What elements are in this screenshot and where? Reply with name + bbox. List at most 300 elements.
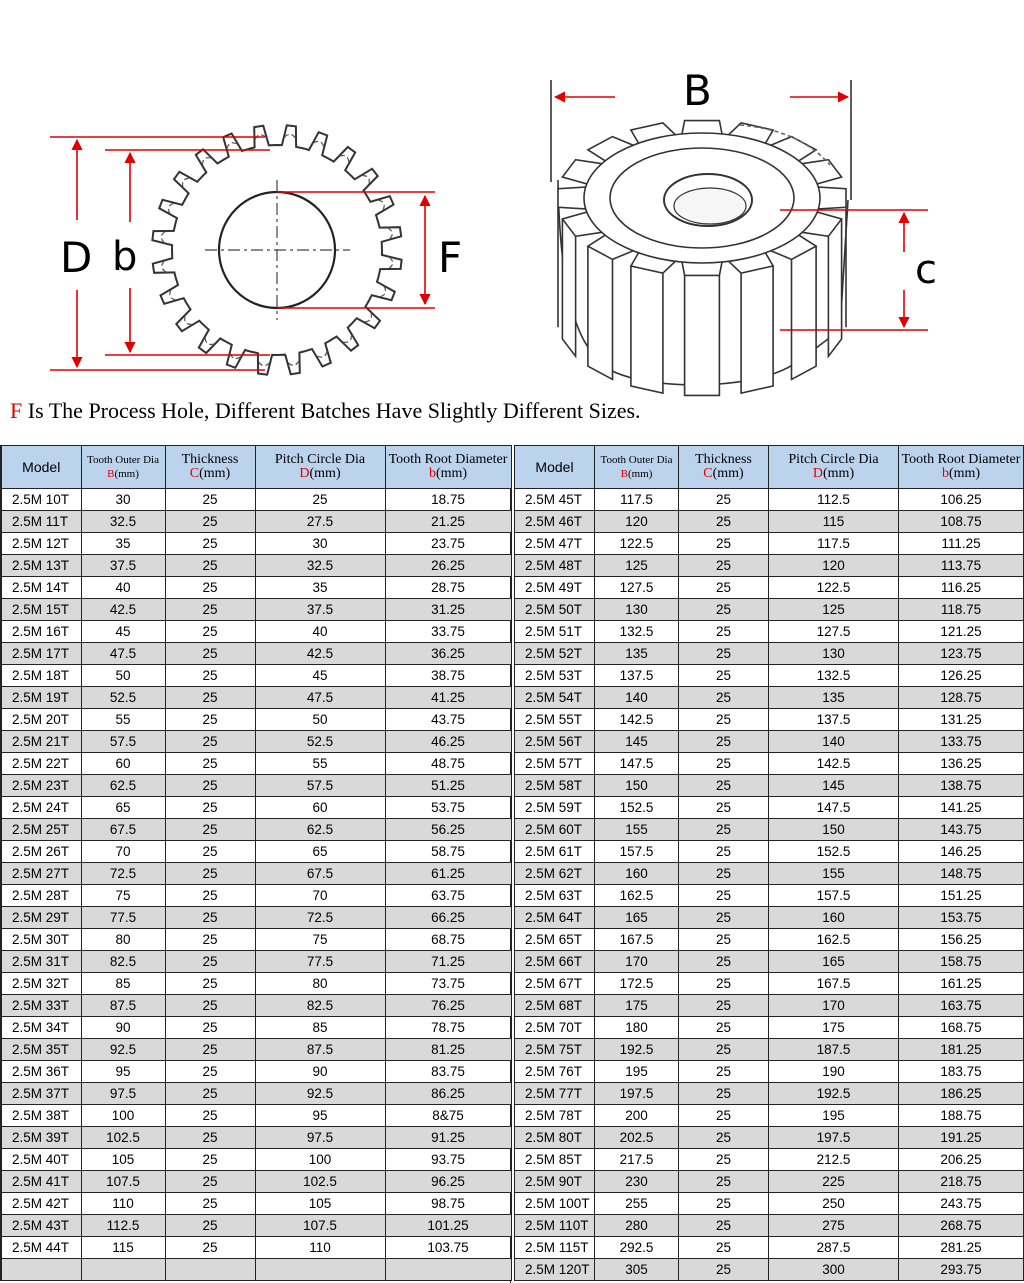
value-cell: 25: [679, 1039, 769, 1061]
value-cell: 32.5: [81, 511, 165, 533]
value-cell: 72.5: [255, 907, 385, 929]
value-cell: 140: [595, 687, 679, 709]
value-cell: 165: [769, 951, 899, 973]
value-cell: 122.5: [595, 533, 679, 555]
value-cell: 67.5: [255, 863, 385, 885]
model-cell: 2.5M 58T: [515, 775, 595, 797]
value-cell: 75: [255, 929, 385, 951]
model-cell: 2.5M 67T: [515, 973, 595, 995]
value-cell: 25: [165, 995, 255, 1017]
model-cell: 2.5M 35T: [1, 1039, 81, 1061]
header-unit-text: (mm): [309, 466, 341, 481]
table-row: [515, 577, 1024, 599]
value-cell: 106.25: [899, 489, 1024, 511]
value-cell: 85: [255, 1017, 385, 1039]
value-cell: 212.5: [769, 1149, 899, 1171]
value-cell: 25: [679, 599, 769, 621]
header-label: Tooth Outer Dia: [87, 454, 159, 466]
value-cell: 195: [769, 1105, 899, 1127]
value-cell: 25: [679, 907, 769, 929]
value-cell: 25: [165, 819, 255, 841]
value-cell: 25: [165, 1127, 255, 1149]
model-cell: 2.5M 57T: [515, 753, 595, 775]
table-row: [1, 907, 511, 929]
value-cell: 113.75: [899, 555, 1024, 577]
value-cell: 105: [81, 1149, 165, 1171]
value-cell: 25: [679, 1237, 769, 1259]
table-row: [1, 665, 511, 687]
value-cell: 31.25: [385, 599, 511, 621]
model-cell: 2.5M 26T: [1, 841, 81, 863]
value-cell: 218.75: [899, 1171, 1024, 1193]
value-cell: 175: [595, 995, 679, 1017]
value-cell: 86.25: [385, 1083, 511, 1105]
value-cell: 25: [679, 863, 769, 885]
value-cell: 45: [81, 621, 165, 643]
value-cell: 128.75: [899, 687, 1024, 709]
model-cell: 2.5M 21T: [1, 731, 81, 753]
table-row: [515, 1039, 1024, 1061]
table-row: [515, 643, 1024, 665]
table-row: [515, 1083, 1024, 1105]
value-cell: 292.5: [595, 1237, 679, 1259]
table-row: [515, 753, 1024, 775]
value-cell: 118.75: [899, 599, 1024, 621]
table-row: [1, 687, 511, 709]
model-cell: 2.5M 68T: [515, 995, 595, 1017]
model-cell: 2.5M 41T: [1, 1171, 81, 1193]
header-row: [515, 446, 1024, 489]
table-row: [515, 1215, 1024, 1237]
model-cell: 2.5M 53T: [515, 665, 595, 687]
value-cell: 243.75: [899, 1193, 1024, 1215]
value-cell: 102.5: [255, 1171, 385, 1193]
value-cell: 125: [769, 599, 899, 621]
value-cell: 140: [769, 731, 899, 753]
value-cell: 25: [165, 1061, 255, 1083]
table-row: [1, 1149, 511, 1171]
header-label: Tooth Root Diameter: [388, 452, 508, 467]
model-cell: 2.5M 66T: [515, 951, 595, 973]
model-cell: 2.5M 50T: [515, 599, 595, 621]
value-cell: 117.5: [769, 533, 899, 555]
header-symbol: C: [703, 466, 713, 481]
table-row: [515, 863, 1024, 885]
value-cell: 148.75: [899, 863, 1024, 885]
model-cell: 2.5M 39T: [1, 1127, 81, 1149]
value-cell: [385, 1259, 511, 1281]
value-cell: 25: [165, 1215, 255, 1237]
value-cell: 96.25: [385, 1171, 511, 1193]
value-cell: 136.25: [899, 753, 1024, 775]
model-cell: 2.5M 18T: [1, 665, 81, 687]
value-cell: 170: [595, 951, 679, 973]
value-cell: 142.5: [769, 753, 899, 775]
value-cell: 135: [595, 643, 679, 665]
table-row: [515, 555, 1024, 577]
value-cell: 66.25: [385, 907, 511, 929]
value-cell: 147.5: [595, 753, 679, 775]
value-cell: 105: [255, 1193, 385, 1215]
header-label: Pitch Circle Dia: [274, 452, 366, 467]
value-cell: 200: [595, 1105, 679, 1127]
table-row: [1, 1039, 511, 1061]
value-cell: 181.25: [899, 1039, 1024, 1061]
value-cell: 97.5: [255, 1127, 385, 1149]
value-cell: 60: [255, 797, 385, 819]
model-cell: 2.5M 44T: [1, 1237, 81, 1259]
value-cell: 37.5: [81, 555, 165, 577]
value-cell: 57.5: [81, 731, 165, 753]
value-cell: 53.75: [385, 797, 511, 819]
value-cell: 42.5: [255, 643, 385, 665]
value-cell: 111.25: [899, 533, 1024, 555]
value-cell: 145: [769, 775, 899, 797]
header-unit: [166, 467, 255, 481]
value-cell: 25: [679, 973, 769, 995]
value-cell: 155: [769, 863, 899, 885]
column-header: [899, 446, 1024, 489]
value-cell: 75: [81, 885, 165, 907]
gear-diagram: [0, 0, 1024, 440]
value-cell: 25: [679, 951, 769, 973]
value-cell: 25: [255, 489, 385, 511]
value-cell: 25: [165, 863, 255, 885]
value-cell: 25: [165, 775, 255, 797]
value-cell: 78.75: [385, 1017, 511, 1039]
table-row: [1, 709, 511, 731]
value-cell: 275: [769, 1215, 899, 1237]
value-cell: 25: [165, 577, 255, 599]
model-cell: 2.5M 20T: [1, 709, 81, 731]
value-cell: 47.5: [255, 687, 385, 709]
value-cell: 165: [595, 907, 679, 929]
value-cell: 130: [595, 599, 679, 621]
model-cell: 2.5M 45T: [515, 489, 595, 511]
label-B: B: [683, 66, 712, 115]
model-cell: 2.5M 30T: [1, 929, 81, 951]
value-cell: [165, 1259, 255, 1281]
value-cell: 158.75: [899, 951, 1024, 973]
header-unit-text: (mm): [823, 466, 855, 481]
value-cell: 50: [255, 709, 385, 731]
value-cell: 70: [255, 885, 385, 907]
value-cell: 43.75: [385, 709, 511, 731]
value-cell: 97.5: [81, 1083, 165, 1105]
value-cell: 143.75: [899, 819, 1024, 841]
header-symbol: D: [812, 466, 823, 481]
label-c: c: [915, 247, 937, 293]
value-cell: 160: [769, 907, 899, 929]
value-cell: 103.75: [385, 1237, 511, 1259]
column-header: [515, 446, 595, 489]
value-cell: 25: [165, 841, 255, 863]
value-cell: 300: [769, 1259, 899, 1281]
isometric-gear-drawing: [558, 121, 848, 396]
value-cell: 25: [165, 973, 255, 995]
table-row: [515, 907, 1024, 929]
header-symbol: C: [189, 466, 200, 481]
model-cell: 2.5M 29T: [1, 907, 81, 929]
value-cell: 25: [165, 511, 255, 533]
model-cell: 2.5M 64T: [515, 907, 595, 929]
table-row: [515, 951, 1024, 973]
table-row: [1, 1259, 511, 1281]
value-cell: 25: [679, 753, 769, 775]
value-cell: 25: [679, 885, 769, 907]
header-symbol: b: [428, 466, 436, 481]
value-cell: 108.75: [899, 511, 1024, 533]
model-cell: 2.5M 34T: [1, 1017, 81, 1039]
value-cell: 25: [165, 797, 255, 819]
table-row: [1, 753, 511, 775]
model-cell: 2.5M 19T: [1, 687, 81, 709]
value-cell: 125: [595, 555, 679, 577]
table-row: [515, 995, 1024, 1017]
value-cell: 21.25: [385, 511, 511, 533]
note-text: Is The Process Hole, Different Batches Have Slightly Different Sizes.: [22, 398, 641, 423]
model-cell: 2.5M 78T: [515, 1105, 595, 1127]
header-symbol: D: [299, 466, 310, 481]
value-cell: 25: [165, 1083, 255, 1105]
value-cell: 95: [255, 1105, 385, 1127]
value-cell: 112.5: [81, 1215, 165, 1237]
value-cell: 25: [679, 665, 769, 687]
value-cell: 156.25: [899, 929, 1024, 951]
table-row: [515, 929, 1024, 951]
header-unit: [769, 467, 898, 481]
value-cell: 157.5: [595, 841, 679, 863]
model-cell: 2.5M 56T: [515, 731, 595, 753]
value-cell: 116.25: [899, 577, 1024, 599]
value-cell: 25: [165, 665, 255, 687]
value-cell: 142.5: [595, 709, 679, 731]
value-cell: 71.25: [385, 951, 511, 973]
column-header: [595, 446, 679, 489]
model-cell: 2.5M 43T: [1, 1215, 81, 1237]
table-row: [515, 599, 1024, 621]
value-cell: 225: [769, 1171, 899, 1193]
table-row: [1, 643, 511, 665]
table-row: [515, 687, 1024, 709]
value-cell: 281.25: [899, 1237, 1024, 1259]
value-cell: 188.75: [899, 1105, 1024, 1127]
value-cell: 82.5: [81, 951, 165, 973]
value-cell: 100: [255, 1149, 385, 1171]
model-cell: 2.5M 59T: [515, 797, 595, 819]
label-F: F: [438, 233, 463, 282]
table-row: [1, 1193, 511, 1215]
table-row: [515, 665, 1024, 687]
model-cell: 2.5M 42T: [1, 1193, 81, 1215]
value-cell: 32.5: [255, 555, 385, 577]
table-row: [1, 1105, 511, 1127]
table-row: [1, 775, 511, 797]
value-cell: 250: [769, 1193, 899, 1215]
table-body-right: [515, 489, 1024, 1281]
value-cell: 25: [165, 929, 255, 951]
table-row: [515, 1193, 1024, 1215]
value-cell: 170: [769, 995, 899, 1017]
value-cell: 93.75: [385, 1149, 511, 1171]
value-cell: 180: [595, 1017, 679, 1039]
value-cell: 126.25: [899, 665, 1024, 687]
value-cell: 60: [81, 753, 165, 775]
model-cell: 2.5M 110T: [515, 1215, 595, 1237]
value-cell: 167.5: [595, 929, 679, 951]
header-unit-text: (mm): [114, 468, 139, 480]
value-cell: 25: [165, 1017, 255, 1039]
value-cell: 25: [679, 621, 769, 643]
model-cell: 2.5M 63T: [515, 885, 595, 907]
table-row: [1, 995, 511, 1017]
header-label: Model: [535, 459, 574, 475]
table-row: [515, 1061, 1024, 1083]
process-hole-note: [10, 398, 641, 424]
model-cell: 2.5M 60T: [515, 819, 595, 841]
value-cell: 25: [679, 643, 769, 665]
value-cell: 25: [679, 1259, 769, 1281]
table-row: [515, 1105, 1024, 1127]
header-unit: [256, 467, 385, 481]
model-cell: 2.5M 54T: [515, 687, 595, 709]
value-cell: 25: [679, 687, 769, 709]
header-label: Pitch Circle Dia: [788, 452, 879, 467]
value-cell: 115: [81, 1237, 165, 1259]
value-cell: 67.5: [81, 819, 165, 841]
table-row: [1, 555, 511, 577]
model-cell: 2.5M 76T: [515, 1061, 595, 1083]
value-cell: 217.5: [595, 1149, 679, 1171]
header-unit-text: (mm): [627, 468, 653, 480]
value-cell: 112.5: [769, 489, 899, 511]
header-unit: [899, 467, 1023, 481]
value-cell: 37.5: [255, 599, 385, 621]
model-cell: 2.5M 13T: [1, 555, 81, 577]
table-row: [1, 1237, 511, 1259]
value-cell: 152.5: [595, 797, 679, 819]
value-cell: 92.5: [255, 1083, 385, 1105]
model-cell: 2.5M 40T: [1, 1149, 81, 1171]
value-cell: 145: [595, 731, 679, 753]
value-cell: 90: [81, 1017, 165, 1039]
value-cell: 107.5: [81, 1171, 165, 1193]
value-cell: 77.5: [81, 907, 165, 929]
value-cell: 28.75: [385, 577, 511, 599]
model-cell: 2.5M 100T: [515, 1193, 595, 1215]
value-cell: 25: [165, 1149, 255, 1171]
header-unit-text: (mm): [948, 466, 981, 481]
column-header: [385, 446, 511, 489]
table-row: [1, 1127, 511, 1149]
model-cell: 2.5M 27T: [1, 863, 81, 885]
value-cell: 25: [679, 797, 769, 819]
table-row: [1, 929, 511, 951]
value-cell: 45: [255, 665, 385, 687]
table-row: [1, 533, 511, 555]
table-row: [1, 599, 511, 621]
value-cell: 293.75: [899, 1259, 1024, 1281]
value-cell: 120: [595, 511, 679, 533]
model-cell: 2.5M 38T: [1, 1105, 81, 1127]
value-cell: 25: [165, 1039, 255, 1061]
value-cell: 25: [165, 907, 255, 929]
value-cell: 25: [165, 621, 255, 643]
value-cell: 81.25: [385, 1039, 511, 1061]
value-cell: 117.5: [595, 489, 679, 511]
value-cell: [255, 1259, 385, 1281]
model-cell: 2.5M 61T: [515, 841, 595, 863]
value-cell: 25: [165, 533, 255, 555]
column-header: [769, 446, 899, 489]
value-cell: 68.75: [385, 929, 511, 951]
model-cell: 2.5M 49T: [515, 577, 595, 599]
value-cell: 25: [679, 577, 769, 599]
value-cell: 62.5: [81, 775, 165, 797]
table-row: [1, 1083, 511, 1105]
value-cell: 25: [679, 1017, 769, 1039]
value-cell: 146.25: [899, 841, 1024, 863]
value-cell: 38.75: [385, 665, 511, 687]
table-row: [515, 533, 1024, 555]
value-cell: 55: [81, 709, 165, 731]
value-cell: 52.5: [81, 687, 165, 709]
table-row: [1, 1171, 511, 1193]
value-cell: 18.75: [385, 489, 511, 511]
table-row: [1, 951, 511, 973]
header-label: Thickness: [181, 452, 239, 467]
value-cell: 41.25: [385, 687, 511, 709]
model-cell: 2.5M 65T: [515, 929, 595, 951]
model-cell: 2.5M 77T: [515, 1083, 595, 1105]
value-cell: 137.5: [769, 709, 899, 731]
model-cell: 2.5M 48T: [515, 555, 595, 577]
value-cell: 36.25: [385, 643, 511, 665]
model-cell: 2.5M 70T: [515, 1017, 595, 1039]
value-cell: 55: [255, 753, 385, 775]
header-symbol: b: [941, 466, 949, 481]
table-row: [515, 1149, 1024, 1171]
value-cell: 187.5: [769, 1039, 899, 1061]
column-header: [679, 446, 769, 489]
model-cell: 2.5M 36T: [1, 1061, 81, 1083]
value-cell: 25: [679, 533, 769, 555]
value-cell: 131.25: [899, 709, 1024, 731]
value-cell: 25: [679, 1061, 769, 1083]
model-cell: 2.5M 37T: [1, 1083, 81, 1105]
model-cell: 2.5M 115T: [515, 1237, 595, 1259]
value-cell: 25: [679, 511, 769, 533]
value-cell: 206.25: [899, 1149, 1024, 1171]
table-row: [515, 1259, 1024, 1281]
table-row: [1, 577, 511, 599]
header-unit: [82, 467, 165, 481]
table-row: [1, 797, 511, 819]
table-row: [1, 885, 511, 907]
model-cell: 2.5M 11T: [1, 511, 81, 533]
table-row: [515, 1171, 1024, 1193]
value-cell: 110: [255, 1237, 385, 1259]
table-body-left: [1, 489, 511, 1281]
model-cell: 2.5M 16T: [1, 621, 81, 643]
value-cell: 61.25: [385, 863, 511, 885]
header-unit: [595, 467, 678, 481]
header-unit-text: (mm): [199, 466, 231, 481]
table-row: [1, 731, 511, 753]
value-cell: 135: [769, 687, 899, 709]
value-cell: 25: [679, 841, 769, 863]
header-row: [1, 446, 511, 489]
